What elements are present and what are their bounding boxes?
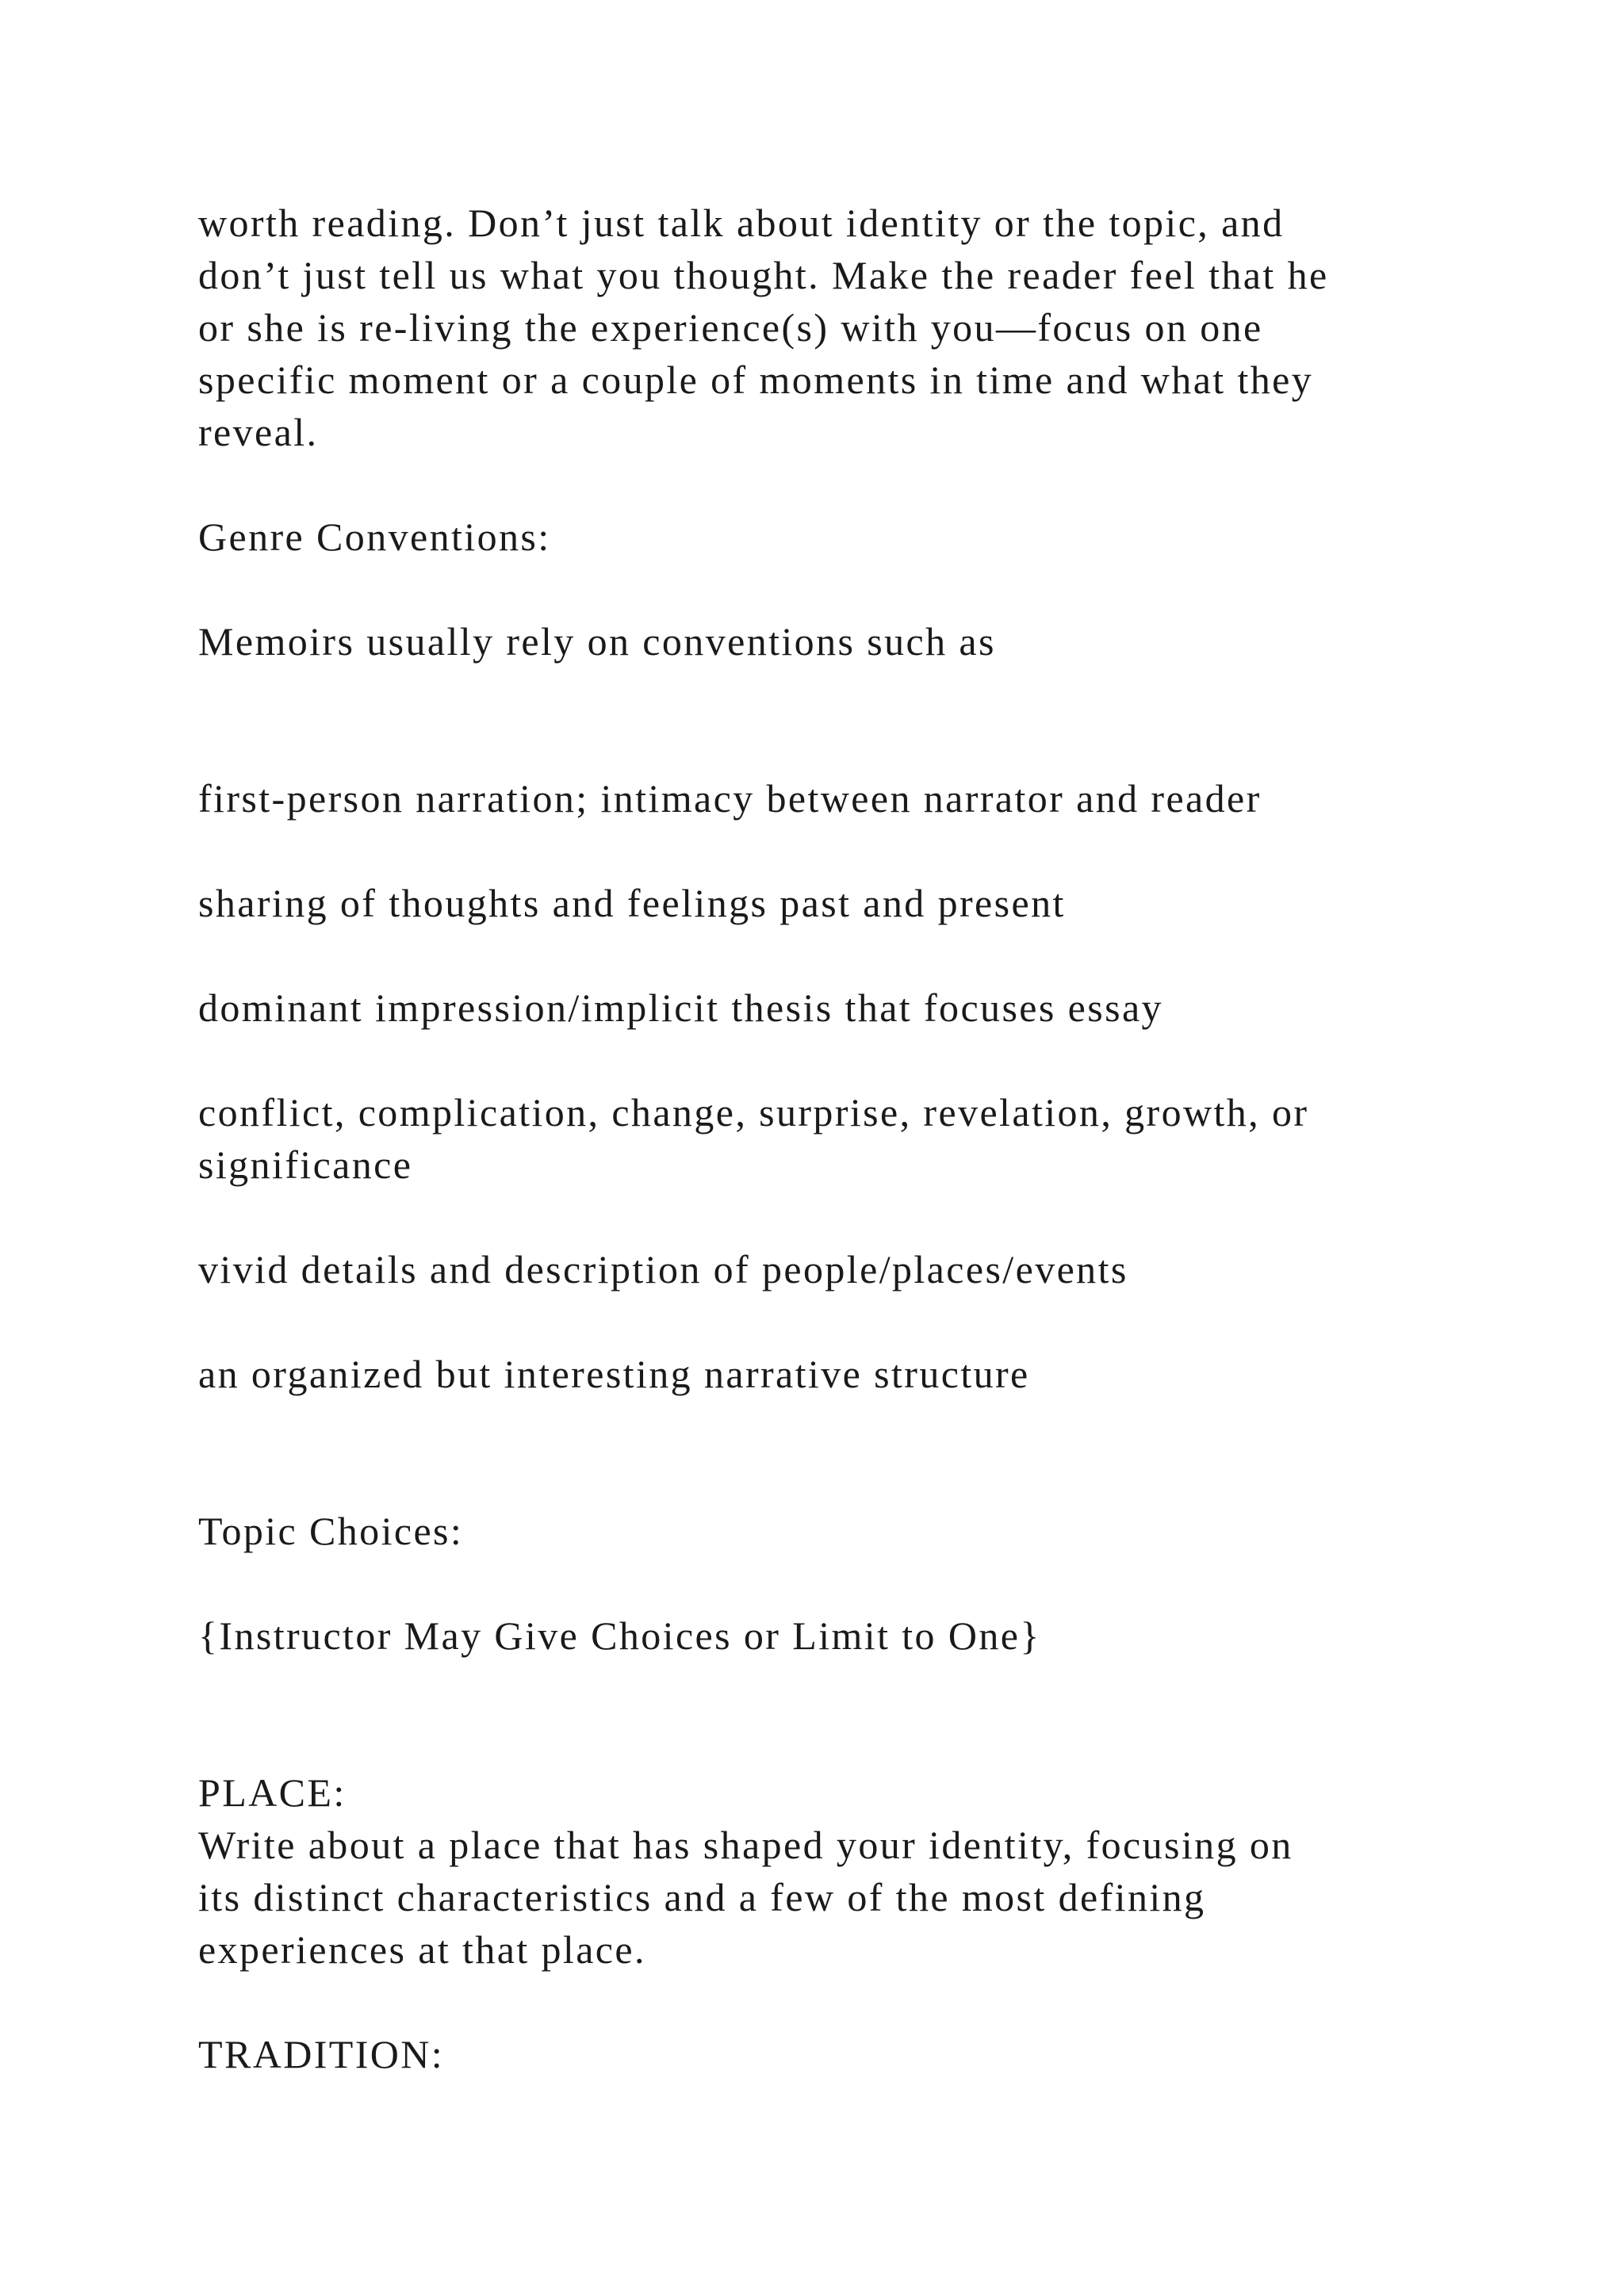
- convention-item: first-person narration; intimacy between narrator and reader: [198, 776, 1262, 821]
- spacer: [198, 1662, 1515, 1766]
- topic-choices-heading: Topic Choices:: [198, 1509, 464, 1553]
- spacer: [198, 1191, 1515, 1243]
- convention-item: sharing of thoughts and feelings past and present: [198, 881, 1066, 925]
- spacer: [198, 1400, 1515, 1505]
- spacer: [198, 929, 1515, 982]
- genre-intro-text: Memoirs usually rely on conventions such as: [198, 619, 996, 664]
- intro-paragraph: worth reading. Don’t just talk about identity or the topic, and don’t just tell us what you thought. Make the reader feel that he or she is re-living the experience(s) with you—focus on one specific moment or a couple of moments in time and what they reveal.: [198, 201, 1329, 454]
- spacer: [198, 668, 1515, 772]
- spacer: [198, 1557, 1515, 1609]
- spacer: [198, 1034, 1515, 1086]
- convention-item: conflict, complication, change, surprise, revelation, growth, or significance: [198, 1090, 1309, 1187]
- convention-item: vivid details and description of people/places/events: [198, 1247, 1128, 1292]
- convention-item: dominant impression/implicit thesis that focuses essay: [198, 985, 1163, 1030]
- spacer: [198, 563, 1515, 615]
- spacer: [198, 1295, 1515, 1348]
- convention-item: an organized but interesting narrative structure: [198, 1352, 1030, 1396]
- place-description: Write about a place that has shaped your identity, focusing on its distinct characteristics and a few of the most defining experiences at that place.: [198, 1823, 1293, 1972]
- spacer: [198, 458, 1515, 511]
- genre-conventions-heading: Genre Conventions:: [198, 515, 551, 559]
- spacer: [198, 1976, 1515, 2028]
- instructor-note: {Instructor May Give Choices or Limit to One}: [198, 1613, 1041, 1658]
- spacer: [198, 825, 1515, 877]
- place-heading: PLACE:: [198, 1770, 347, 1815]
- tradition-heading: TRADITION:: [198, 2032, 445, 2076]
- document-body: [198, 197, 1515, 2080]
